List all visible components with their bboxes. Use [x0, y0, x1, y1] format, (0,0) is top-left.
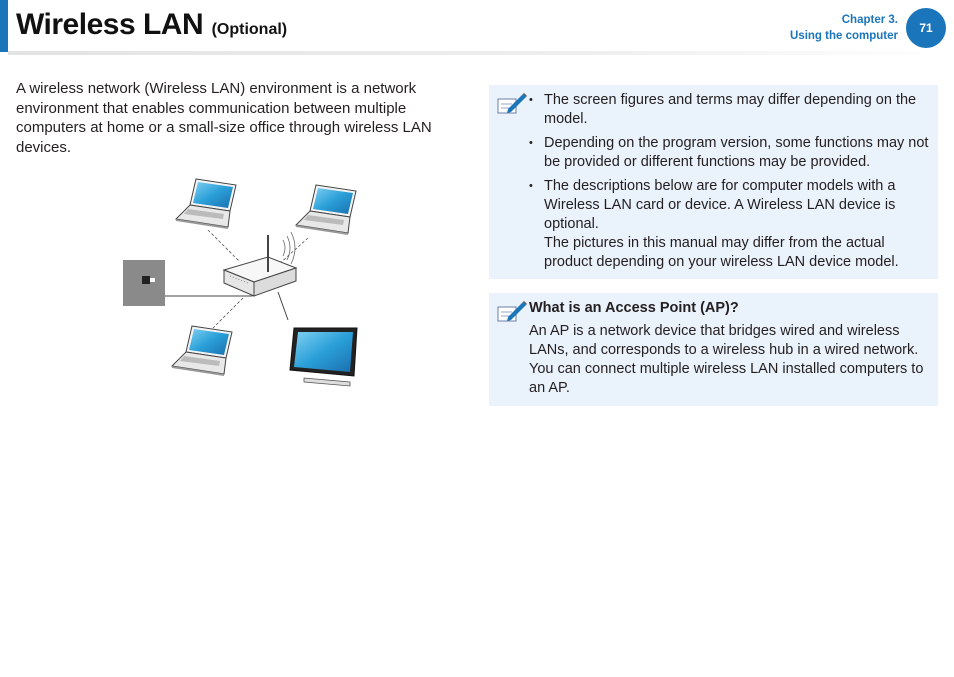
header-rule — [8, 51, 954, 55]
note-box — [489, 85, 938, 279]
list-item: • The screen figures and terms may differ depending on the model. — [529, 91, 929, 129]
list-item-text: The descriptions below are for computer models with a Wireless LAN card or device. A Wireless LAN device is optional. — [544, 178, 896, 232]
access-point-note-box — [489, 293, 938, 406]
chapter-number: Chapter 3. — [841, 14, 898, 26]
wireless-network-diagram — [118, 170, 380, 390]
pen-note-icon — [496, 91, 528, 117]
chapter-title: Using the computer — [790, 30, 898, 42]
page-number-badge: 71 — [906, 8, 946, 48]
header-accent-bar — [0, 0, 8, 52]
intro-paragraph: A wireless network (Wireless LAN) environment is a network environment that enables communication between multiple computers at home or a small-size office through wireless LAN devices. — [16, 80, 432, 156]
page-title-main: Wireless LAN — [16, 8, 204, 41]
access-point-body: An AP is a network device that bridges wired and wireless LANs, and corresponds to a wireless hub in a wired network. You can connect multiple wireless LAN installed computers to an AP. — [529, 323, 924, 396]
note-bullet-list — [529, 91, 929, 277]
monitor-illustration — [290, 328, 357, 386]
access-point-title: What is an Access Point (AP)? — [529, 300, 739, 316]
list-item-extra-text: The pictures in this manual may differ from the actual product depending on your wireless LAN device model. — [544, 235, 899, 270]
access-point-illustration — [224, 232, 296, 296]
list-item: • Depending on the program version, some functions may not be provided or different functions may be provided. — [529, 134, 929, 172]
page-title-suffix: (Optional) — [211, 21, 288, 38]
pen-note-icon — [496, 299, 528, 325]
list-item — [529, 177, 929, 272]
chapter-label — [790, 12, 898, 44]
page-title — [16, 8, 287, 42]
